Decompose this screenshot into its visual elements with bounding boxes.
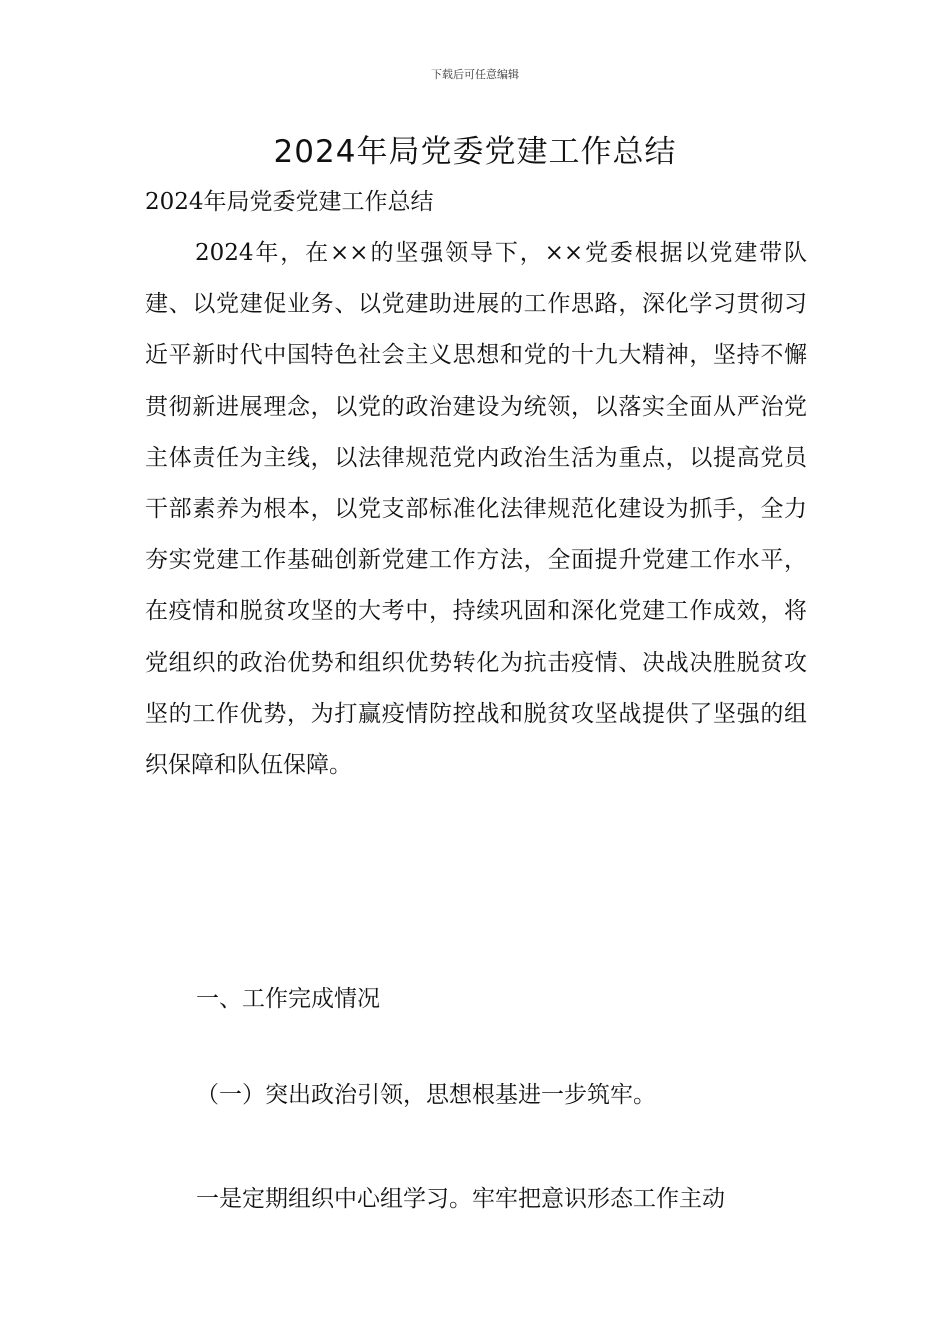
intro-paragraph: 2024年，在××的坚强领导下，××党委根据以党建带队建、以党建促业务、以党建助进展的工作思路，深化学习贯彻习近平新时代中国特色社会主义思想和党的十九大精神，坚持不懈贯彻新进展理念，以党的政治建设为统领，以落实全面从严治党主体责任为主线，以法律规范党内政治生活为重点，以提高党员干部素养为根本，以党支部标准化法律规范化建设为抓手，全力夯实党建工作基础创新党建工作方法，全面提升党建工作水平，在疫情和脱贫攻坚的大考中，持续巩固和深化党建工作成效，将党组织的政治优势和组织优势转化为抗击疫情、决战决胜脱贫攻坚的工作优势，为打赢疫情防控战和脱贫攻坚战提供了坚强的组织保障和队伍保障。	[145, 240, 807, 779]
document-title: 2024年局党委党建工作总结	[273, 134, 677, 170]
item-paragraph-study: 一是定期组织中心组学习。牢牢把意识形态工作主动	[196, 1186, 725, 1212]
subsection-heading-political-guidance: （一）突出政治引领，思想根基进一步筑牢。	[196, 1082, 656, 1108]
header-note: 下载后可任意编辑	[431, 68, 519, 81]
section-heading-work-completion: 一、工作完成情况	[196, 986, 380, 1012]
document-subtitle: 2024年局党委党建工作总结	[145, 189, 434, 215]
